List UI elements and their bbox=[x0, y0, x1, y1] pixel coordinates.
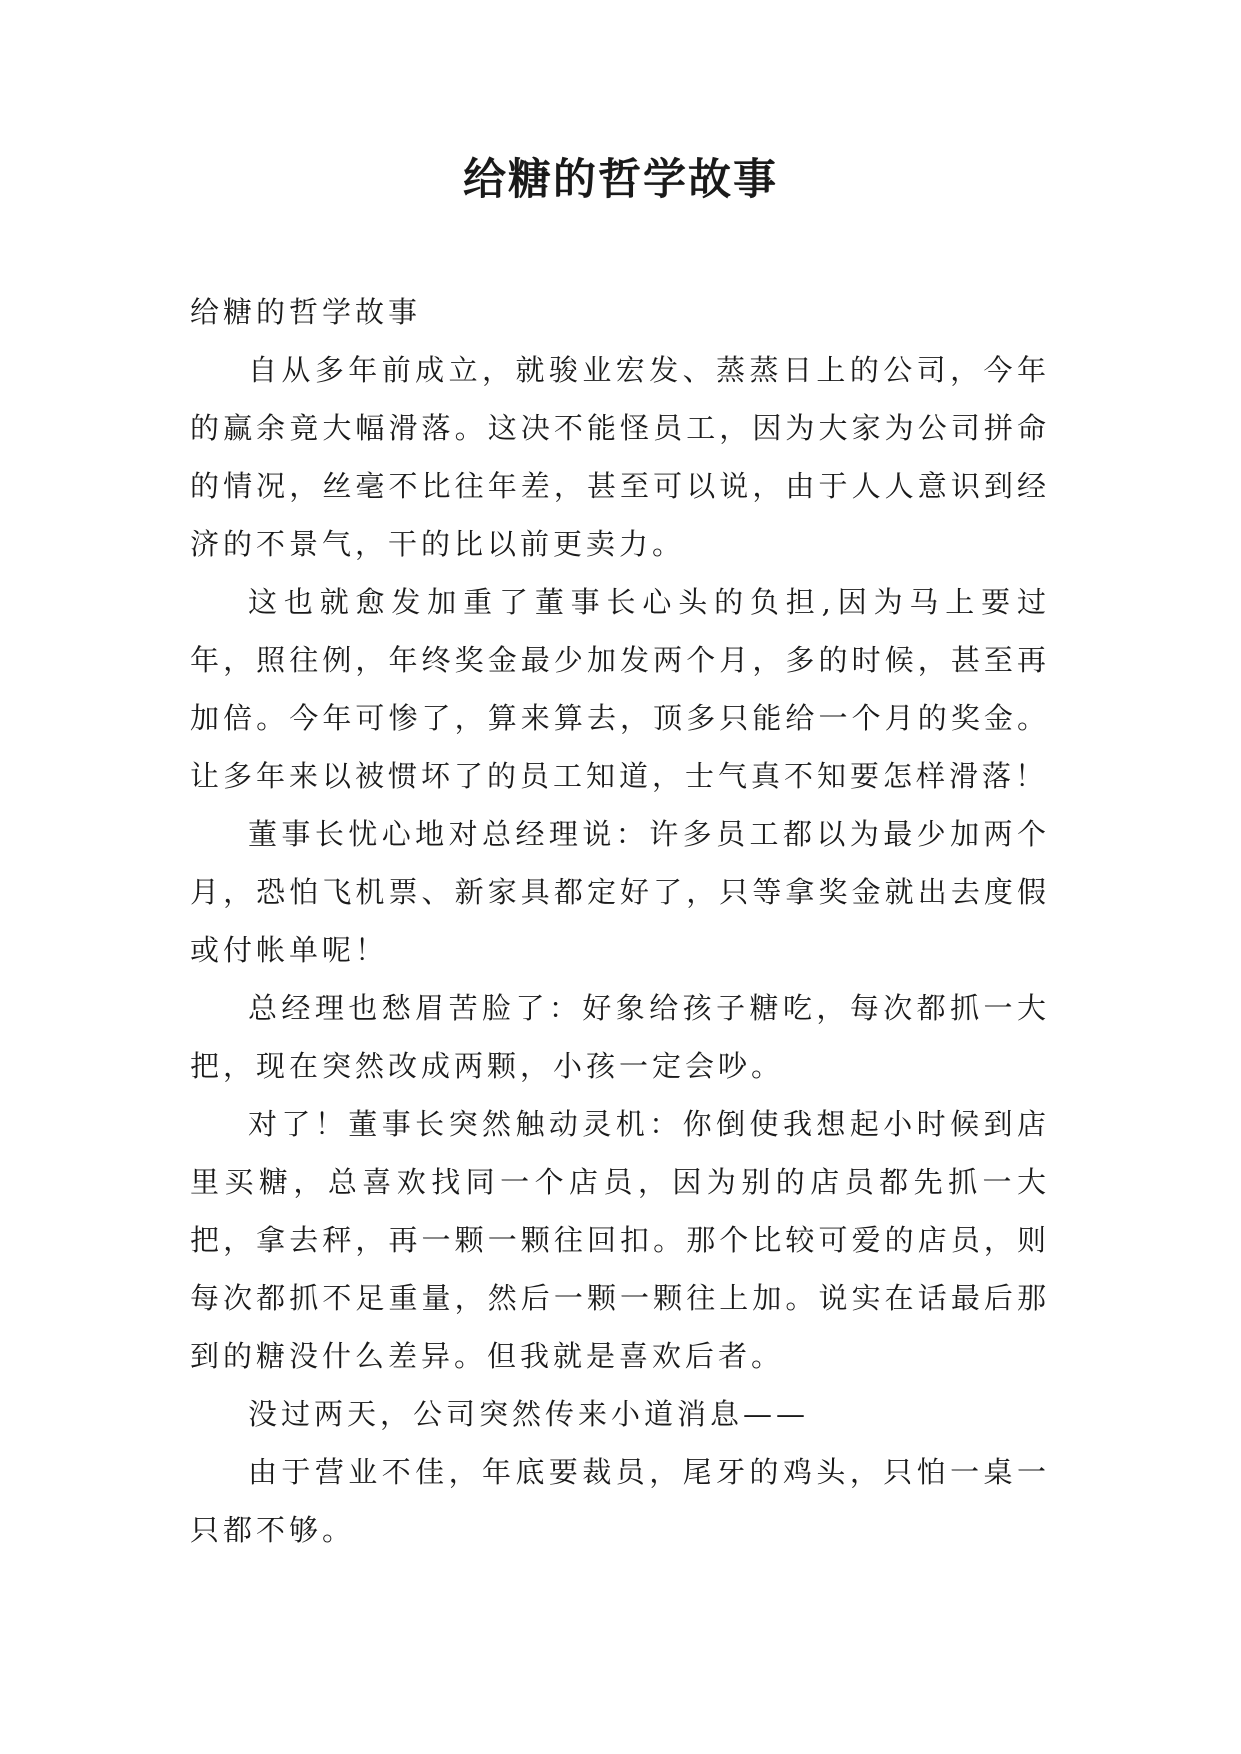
paragraph: 对了！董事长突然触动灵机：你倒使我想起小时候到店里买糖，总喜欢找同一个店员，因为别的店员都先抓一大把，拿去秤，再一颗一颗往回扣。那个比较可爱的店员，则每次都抓不足重量，然后一颗一颗往上加。说实在话最后那到的糖没什么差异。但我就是喜欢后者。 bbox=[190, 1107, 1050, 1373]
paragraph: 这也就愈发加重了董事长心头的负担,因为马上要过年，照往例，年终奖金最少加发两个月，多的时候，甚至再加倍。今年可惨了，算来算去，顶多只能给一个月的奖金。让多年来以被惯坏了的员工知道，士气真不知要怎样滑落！ bbox=[190, 585, 1050, 793]
document-subtitle: 给糖的哲学故事 bbox=[190, 295, 422, 329]
paragraph: 由于营业不佳，年底要裁员，尾牙的鸡头，只怕一桌一只都不够。 bbox=[190, 1455, 1050, 1547]
paragraph: 自从多年前成立，就骏业宏发、蒸蒸日上的公司，今年的赢余竟大幅滑落。这决不能怪员工，因为大家为公司拼命的情况，丝毫不比往年差，甚至可以说，由于人人意识到经济的不景气，干的比以前更卖力。 bbox=[190, 353, 1050, 561]
paragraph: 总经理也愁眉苦脸了：好象给孩子糖吃，每次都抓一大把，现在突然改成两颗，小孩一定会吵。 bbox=[190, 991, 1050, 1083]
paragraph: 董事长忧心地对总经理说：许多员工都以为最少加两个月，恐怕飞机票、新家具都定好了，只等拿奖金就出去度假或付帐单呢！ bbox=[190, 817, 1050, 967]
document-body bbox=[190, 283, 1050, 1559]
paragraph: 没过两天，公司突然传来小道消息—— bbox=[248, 1397, 810, 1431]
document-title: 给糖的哲学故事 bbox=[463, 155, 778, 205]
